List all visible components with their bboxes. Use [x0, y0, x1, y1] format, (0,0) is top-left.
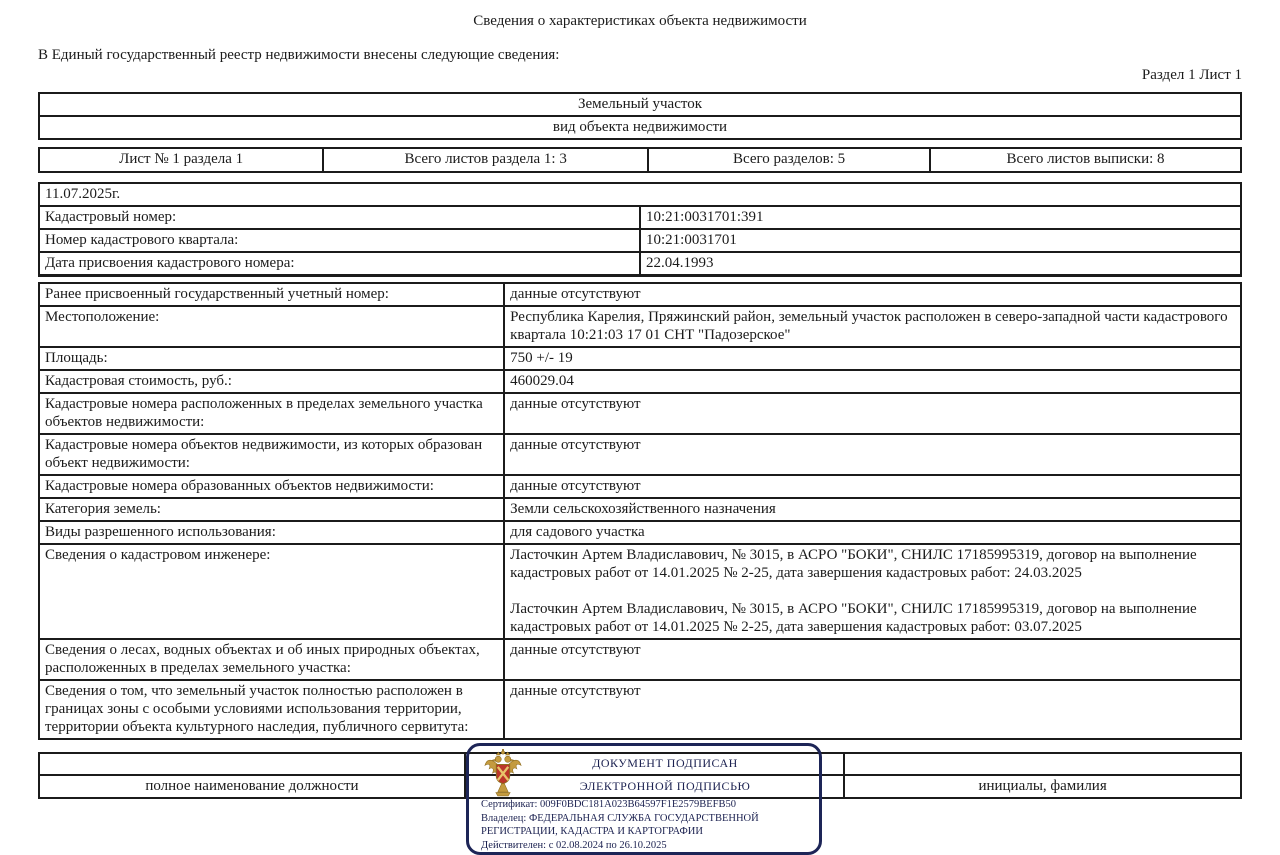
cadastral-table: [38, 182, 1242, 277]
signature-area: [38, 752, 1242, 851]
field-value: 10:21:0031701:391: [640, 206, 1241, 229]
engineer-entry-1: Ласточкин Артем Владиславович, № 3015, в АСРО "БОКИ", СНИЛС 17185995319, договор на выполнение кадастровых работ от 14.01.2025 № 2-25, дата завершения кадастровых работ: 24.03.2025: [510, 547, 1197, 581]
table-row: [39, 393, 1241, 434]
field-label: Категория земель:: [39, 498, 504, 521]
field-label: Кадастровые номера объектов недвижимости, из которых образован объект недвижимости:: [39, 434, 504, 475]
field-label: Дата присвоения кадастрового номера:: [39, 252, 640, 276]
field-label: Кадастровая стоимость, руб.:: [39, 370, 504, 393]
object-type-caption: вид объекта недвижимости: [39, 116, 1241, 139]
stamp-title-line2: ЭЛЕКТРОННОЙ ПОДПИСЬЮ: [579, 779, 751, 793]
field-label: Площадь:: [39, 347, 504, 370]
table-row: [39, 521, 1241, 544]
table-row: [39, 252, 1241, 276]
engineer-entry-2: Ласточкин Артем Владиславович, № 3015, в АСРО "БОКИ", СНИЛС 17185995319, договор на выполнение кадастровых работ от 14.01.2025 № 2-25, дата завершения кадастровых работ: 03.07.2025: [510, 601, 1197, 635]
field-value: Земли сельскохозяйственного назначения: [504, 498, 1241, 521]
certificate-number: Сертификат: 009F0BDC181A023B64597F1E2579BEFB50: [481, 799, 737, 810]
field-value: данные отсутствуют: [504, 283, 1241, 306]
stamp-title-line1: ДОКУМЕНТ ПОДПИСАН: [592, 756, 738, 770]
field-value: 10:21:0031701: [640, 229, 1241, 252]
object-type-table: [38, 92, 1242, 140]
table-row: [39, 498, 1241, 521]
field-value: данные отсутствуют: [504, 680, 1241, 739]
field-label: Виды разрешенного использования:: [39, 521, 504, 544]
digital-signature-stamp: [466, 743, 822, 855]
table-row: [39, 347, 1241, 370]
signature-cell-empty: [39, 753, 465, 775]
position-caption: полное наименование должности: [39, 775, 465, 798]
table-row: [39, 680, 1241, 739]
field-value: 750 +/- 19: [504, 347, 1241, 370]
table-row: [39, 229, 1241, 252]
section-sheet-label: Раздел 1 Лист 1: [1141, 67, 1242, 83]
paragraph-gap: [510, 582, 1235, 600]
field-label: Кадастровые номера образованных объектов недвижимости:: [39, 475, 504, 498]
name-cell-empty: [844, 753, 1241, 775]
certificate-owner-line2: РЕГИСТРАЦИИ, КАДАСТРА И КАРТОГРАФИИ: [481, 826, 703, 837]
field-label: Кадастровый номер:: [39, 206, 640, 229]
extract-date: 11.07.2025г.: [39, 183, 1241, 206]
table-row: [39, 544, 1241, 639]
table-row: [39, 475, 1241, 498]
field-value: 22.04.1993: [640, 252, 1241, 276]
field-value: Республика Карелия, Пряжинский район, земельный участок расположен в северо-западной части кадастрового квартала 10:21:03 17 01 СНТ "Падозерское": [504, 306, 1241, 347]
table-row: [39, 434, 1241, 475]
sheet-number: Лист № 1 раздела 1: [39, 148, 323, 172]
field-value: данные отсутствуют: [504, 434, 1241, 475]
field-value: [504, 544, 1241, 639]
field-value: данные отсутствуют: [504, 475, 1241, 498]
page-title: Сведения о характеристиках объекта недвижимости: [473, 13, 807, 29]
table-row: [39, 370, 1241, 393]
stamp-certificate-block: [481, 798, 759, 852]
field-label: Сведения о том, что земельный участок полностью расположен в границах зоны с особыми условиями использования территории, территории объекта культурного наследия, публичного сервитута:: [39, 680, 504, 739]
field-value: для садового участка: [504, 521, 1241, 544]
field-label: Сведения о кадастровом инженере:: [39, 544, 504, 639]
field-label: Кадастровые номера расположенных в пределах земельного участка объектов недвижимости:: [39, 393, 504, 434]
field-label: Сведения о лесах, водных объектах и об иных природных объектах, расположенных в пределах земельного участка:: [39, 639, 504, 680]
field-value: 460029.04: [504, 370, 1241, 393]
table-row: [39, 206, 1241, 229]
section-sheets-total: Всего листов раздела 1: 3: [323, 148, 648, 172]
sheet-info-table: [38, 147, 1242, 173]
table-row: [39, 306, 1241, 347]
certificate-owner-line1: Владелец: ФЕДЕРАЛЬНАЯ СЛУЖБА ГОСУДАРСТВЕННОЙ: [481, 812, 759, 824]
field-label: Номер кадастрового квартала:: [39, 229, 640, 252]
rosreestr-emblem-icon: [483, 749, 523, 804]
table-row: [39, 283, 1241, 306]
details-table: [38, 282, 1242, 740]
sections-total: Всего разделов: 5: [648, 148, 930, 172]
field-value: данные отсутствуют: [504, 393, 1241, 434]
intro-text: В Единый государственный реестр недвижимости внесены следующие сведения:: [38, 47, 560, 63]
certificate-validity: Действителен: с 02.08.2024 по 26.10.2025: [481, 839, 667, 851]
field-label: Ранее присвоенный государственный учетный номер:: [39, 283, 504, 306]
name-caption: инициалы, фамилия: [844, 775, 1241, 798]
field-value: данные отсутствуют: [504, 639, 1241, 680]
object-type: Земельный участок: [39, 93, 1241, 116]
extract-sheets-total: Всего листов выписки: 8: [930, 148, 1241, 172]
field-label: Местоположение:: [39, 306, 504, 347]
table-row: [39, 639, 1241, 680]
